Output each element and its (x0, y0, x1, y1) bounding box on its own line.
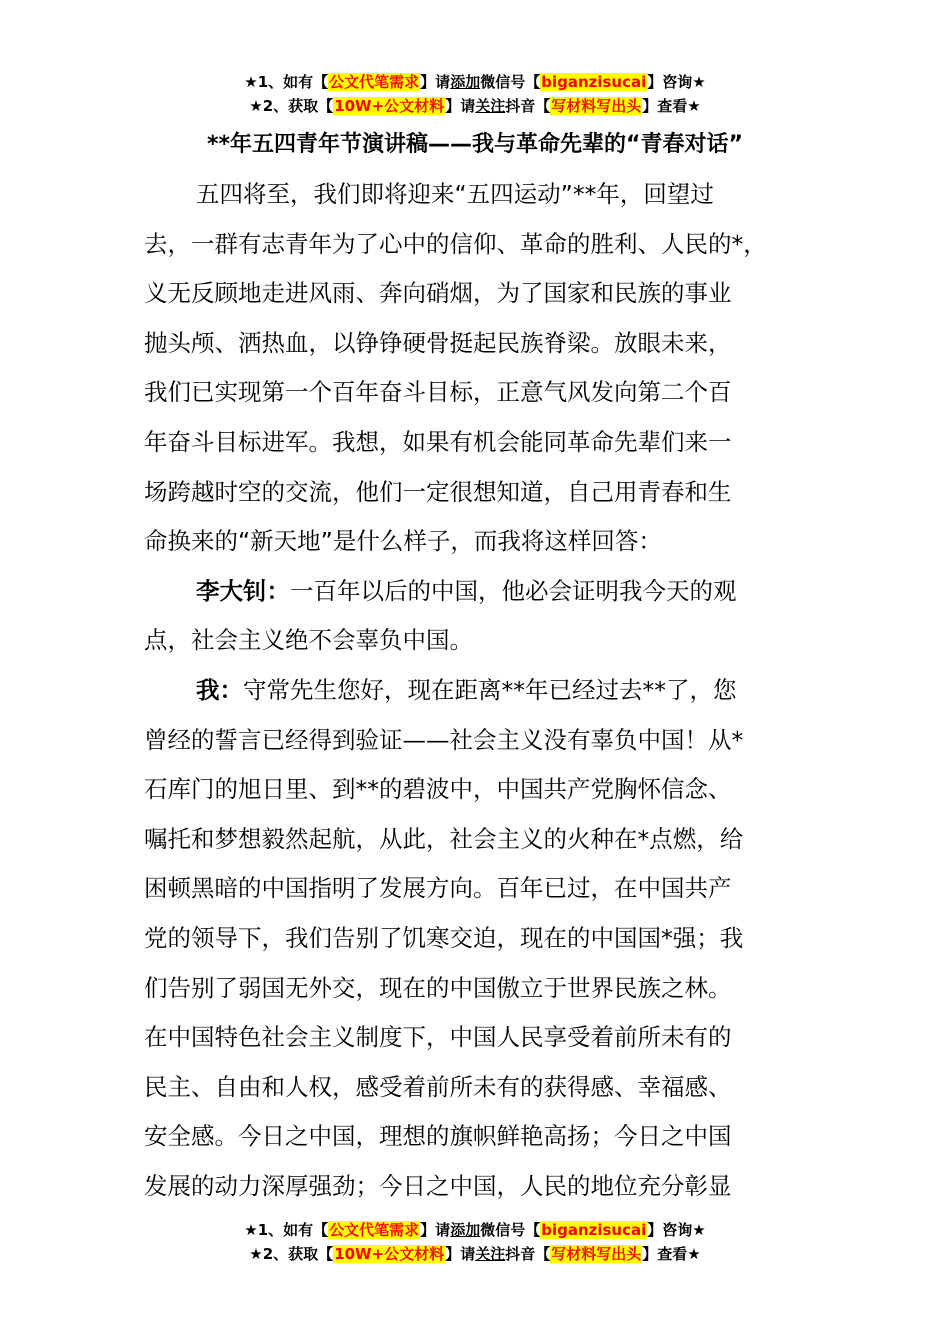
banner-highlight: 写材料写出头 (551, 97, 642, 115)
banner-highlight: biganzisucai (541, 73, 647, 91)
banner-underline: 添加 (450, 1221, 481, 1239)
banner-highlight: biganzisucai (541, 1221, 647, 1239)
banner-text: ★2、获取【 (249, 1245, 334, 1263)
banner-text: 】查看★ (642, 1245, 701, 1263)
bottom-banner (0, 1218, 950, 1266)
document-body (144, 170, 824, 1211)
banner-text: 】请 (420, 1221, 451, 1239)
banner-text: 抖音【 (505, 97, 551, 115)
banner-highlight: 10W+公文材料 (334, 1245, 445, 1263)
banner-text: 】请 (420, 73, 451, 91)
body-line (144, 567, 824, 617)
body-line: 安全感。今日之中国，理想的旗帜鲜艳高扬；今日之中国 (144, 1122, 732, 1151)
banner-text: 】咨询★ (647, 1221, 706, 1239)
body-line: 困顿黑暗的中国指明了发展方向。百年已过，在中国共产 (144, 874, 732, 903)
body-line-text: 守常先生您好，现在距离**年已经过去**了，您 (243, 675, 737, 704)
body-line: 曾经的誓言已经得到验证——社会主义没有辜负中国！从* (144, 725, 744, 754)
banner-highlight: 公文代笔需求 (329, 1221, 420, 1239)
banner-text: 】请 (445, 97, 476, 115)
banner-underline: 关注 (475, 97, 506, 115)
banner-text: 】查看★ (642, 97, 701, 115)
body-line-text: 一百年以后的中国，他必会证明我今天的观 (290, 576, 737, 605)
banner-underline: 关注 (475, 1245, 506, 1263)
body-line: 石库门的旭日里、到**的碧波中，中国共产党胸怀信念、 (144, 775, 732, 804)
body-line: 点，社会主义绝不会辜负中国。 (144, 626, 473, 655)
body-line: 党的领导下，我们告别了饥寒交迫，现在的中国国*强；我 (144, 923, 744, 952)
document-title: **年五四青年节演讲稿——我与革命先辈的“青春对话” (207, 132, 743, 157)
body-line: 嘱托和梦想毅然起航，从此，社会主义的火种在*点燃，给 (144, 824, 744, 853)
banner-underline: 添加 (450, 73, 481, 91)
banner-text: 】请 (445, 1245, 476, 1263)
body-line: 们告别了弱国无外交，现在的中国傲立于世界民族之林。 (144, 973, 732, 1002)
banner-text: ★1、如有【 (244, 1221, 329, 1239)
banner-highlight: 写材料写出头 (551, 1245, 642, 1263)
body-line: 命换来的“新天地”是什么样子，而我将这样回答： (144, 527, 662, 556)
banner-line-1 (0, 1218, 950, 1242)
banner-highlight: 10W+公文材料 (334, 97, 445, 115)
body-line: 发展的动力深厚强劲；今日之中国，人民的地位充分彰显 (144, 1171, 732, 1200)
banner-highlight: 公文代笔需求 (329, 73, 420, 91)
banner-text: ★2、获取【 (249, 97, 334, 115)
banner-line-2 (0, 1242, 950, 1266)
banner-text: 抖音【 (505, 1245, 551, 1263)
top-banner (0, 70, 950, 118)
body-line: 去，一群有志青年为了心中的信仰、革命的胜利、人民的*， (144, 229, 767, 258)
banner-text: 微信号【 (480, 73, 541, 91)
speaker-label: 李大钊： (196, 576, 290, 605)
body-line: 民主、自由和人权，感受着前所未有的获得感、幸福感、 (144, 1072, 732, 1101)
body-line: 义无反顾地走进风雨、奔向硝烟，为了国家和民族的事业 (144, 279, 732, 308)
banner-line-2 (0, 94, 950, 118)
body-line: 五四将至，我们即将迎来“五四运动”**年，回望过 (196, 180, 714, 208)
speaker-label: 我： (196, 675, 243, 704)
body-line: 我们已实现第一个百年奋斗目标，正意气风发向第二个百 (144, 378, 732, 407)
body-line: 抛头颅、洒热血，以铮铮硬骨挺起民族脊梁。放眼未来， (144, 328, 732, 357)
body-line: 年奋斗目标进军。我想，如果有机会能同革命先辈们来一 (144, 427, 732, 456)
body-line: 在中国特色社会主义制度下，中国人民享受着前所未有的 (144, 1023, 732, 1052)
banner-text: 微信号【 (480, 1221, 541, 1239)
banner-text: ★1、如有【 (244, 73, 329, 91)
banner-text: 】咨询★ (647, 73, 706, 91)
body-line (144, 666, 824, 716)
body-line: 场跨越时空的交流，他们一定很想知道，自己用青春和生 (144, 477, 732, 506)
banner-line-1 (0, 70, 950, 94)
